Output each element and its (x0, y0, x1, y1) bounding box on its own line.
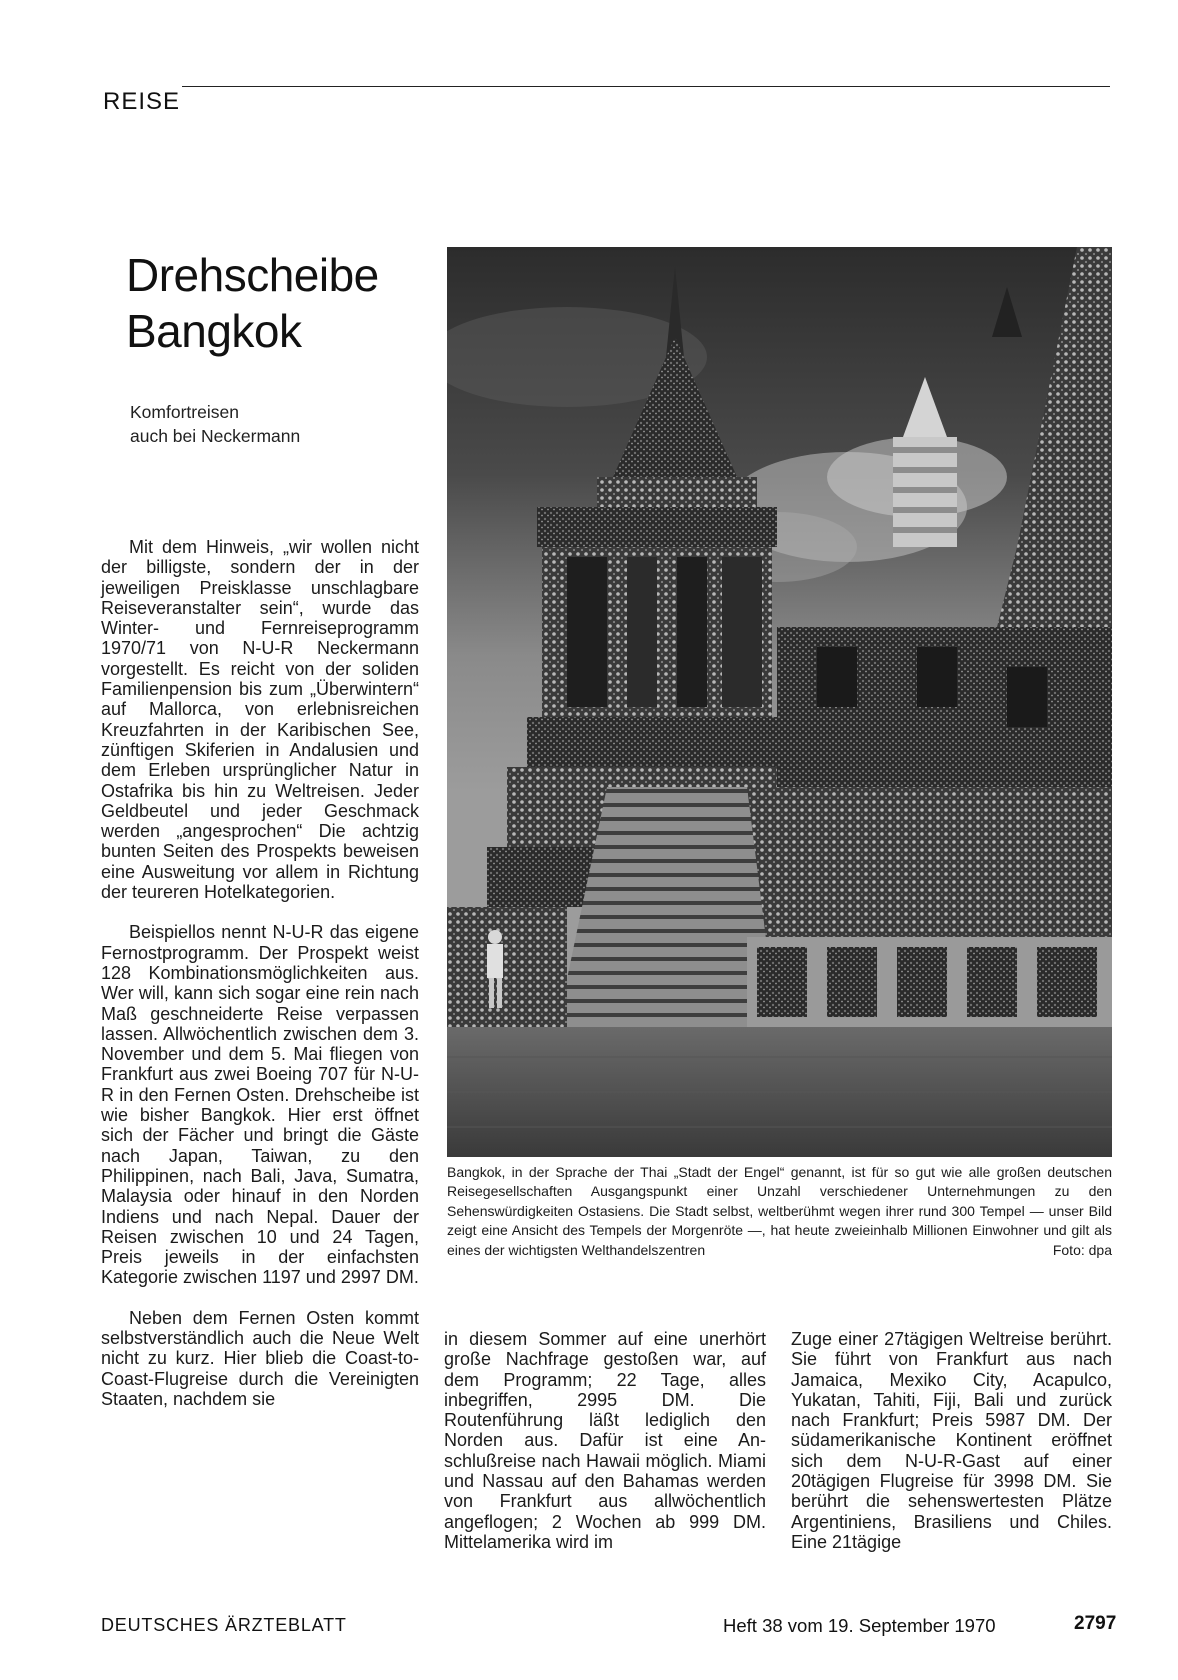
article-column-middle (444, 1329, 766, 1552)
photo-caption-text: Bangkok, in der Sprache der Thai „Stadt der Engel“ genannt, ist für so gut wie alle großen deutschen Reisegesellschaften Ausgangspunkt einer Unzahl verschiedener Unternehmungen zu den Sehenswürdigkeiten Ostasiens. Die Stadt selbst, weltberühmt wegen ihrer rund 300 Tempel — unser Bild zeigt eine Ansicht des Tempels der Morgenröte —, hat heute zweieinhalb Millionen Einwohner und gilt als eines der wichtigsten Welthandelszentren (447, 1164, 1112, 1258)
article-paragraph-5: Zuge einer 27tägigen Weltreise berührt. Sie führt von Frankfurt aus nach Jamaica, Mexiko City, Acapulco, Yukatan, Tahiti, Fiji, Bali und zurück nach Frankfurt; Preis 5987 DM. Der südamerikanische Kontinent eröffnet sich dem N-U-R-Gast auf einer 20tägigen Flugreise für 3998 DM. Sie berührt die sehenswertesten Plätze Argentiniens, Brasiliens und Chiles. Eine 21tägige (791, 1329, 1112, 1552)
photo-credit: Foto: dpa (1052, 1241, 1112, 1258)
article-subtitle (130, 400, 300, 448)
article-paragraph-2: Beispiellos nennt N-U-R das eigene Fernostprogramm. Der Prospekt weist 128 Kombinationsmöglichkeiten aus. Wer will, kann sich sogar eine rein nach Maß geschneiderte Reise verpassen lassen. Allwöchentlich zwischen dem 3. November und dem 5. Mai fliegen von Frankfurt aus zwei Boeing 707 für N-U-R in den Fernen Osten. Drehscheibe ist wie bisher Bangkok. Hier erst öffnet sich der Fächer und bringt die Gäste nach Japan, Taiwan, zu den Philippinen, nach Bali, Java, Sumatra, Malaysia oder hinauf in den Norden Indiens und nach Nepal. Dauer der Reisen zwischen 10 und 24 Tagen, Preis jeweils in der einfachsten Kategorie zwischen 1197 und 2997 DM. (101, 922, 419, 1288)
footer-issue-info: Heft 38 vom 19. September 1970 (723, 1615, 996, 1636)
article-title-line-1: Drehscheibe (126, 249, 379, 301)
article-subtitle-line-2: auch bei Neckermann (130, 426, 301, 446)
section-label: REISE (103, 88, 181, 115)
article-paragraph-1: Mit dem Hinweis, „wir wollen nicht der billigste, sondern der in der jeweiligen Preisklasse unschlagbare Reiseveranstalter sein“, wurde das Winter- und Fernreiseprogramm 1970/71 von N-U-R Neckermann vorgestellt. Es reicht von der soliden Familienpension bis zum „Überwintern“ auf Mallorca, von erlebnisreichen Kreuzfahrten in der Karibischen See, zünftigen Skiferien in Andalusien und dem Erleben ursprünglicher Natur in Ostafrika bis hin zu Weltreisen. Jeder Geldbeutel und jeder Geschmack werden „angesprochen“ Die achtzig bunten Seiten des Prospekts beweisen eine Ausweitung vor allem in Richtung der teureren Hotelkategorien. (101, 537, 419, 903)
footer-page-number: 2797 (1074, 1613, 1117, 1634)
article-title (126, 247, 379, 359)
article-paragraph-3: Neben dem Fernen Osten kommt selbstverständlich auch die Neue Welt nicht zu kurz. Hier blieb die Coast-to-Coast-Flugreise durch die Vereinigten Staaten, nachdem sie (101, 1307, 419, 1409)
article-column-left (101, 537, 419, 1409)
article-subtitle-line-1: Komfortreisen (130, 402, 239, 422)
temple-photo-illustration (447, 247, 1112, 1157)
article-paragraph-4: in diesem Sommer auf eine unerhört große Nachfrage gestoßen war, auf dem Programm; 22 Tage, alles inbegriffen, 2995 DM. Die Routenführung läßt lediglich den Norden aus. Dafür ist eine Anschlußreise nach Hawaii möglich. Miami und Nassau auf den Bahamas werden von Frankfurt aus allwöchentlich angeflogen; 2 Wochen ab 999 DM. Mittelamerika wird im (444, 1329, 766, 1552)
temple-photo (447, 247, 1112, 1157)
footer-journal-name: DEUTSCHES ÄRZTEBLATT (101, 1615, 347, 1635)
article-column-right (791, 1329, 1112, 1552)
photo-caption (447, 1163, 1112, 1260)
article-title-line-2: Bangkok (126, 305, 302, 357)
header-rule (182, 86, 1110, 87)
